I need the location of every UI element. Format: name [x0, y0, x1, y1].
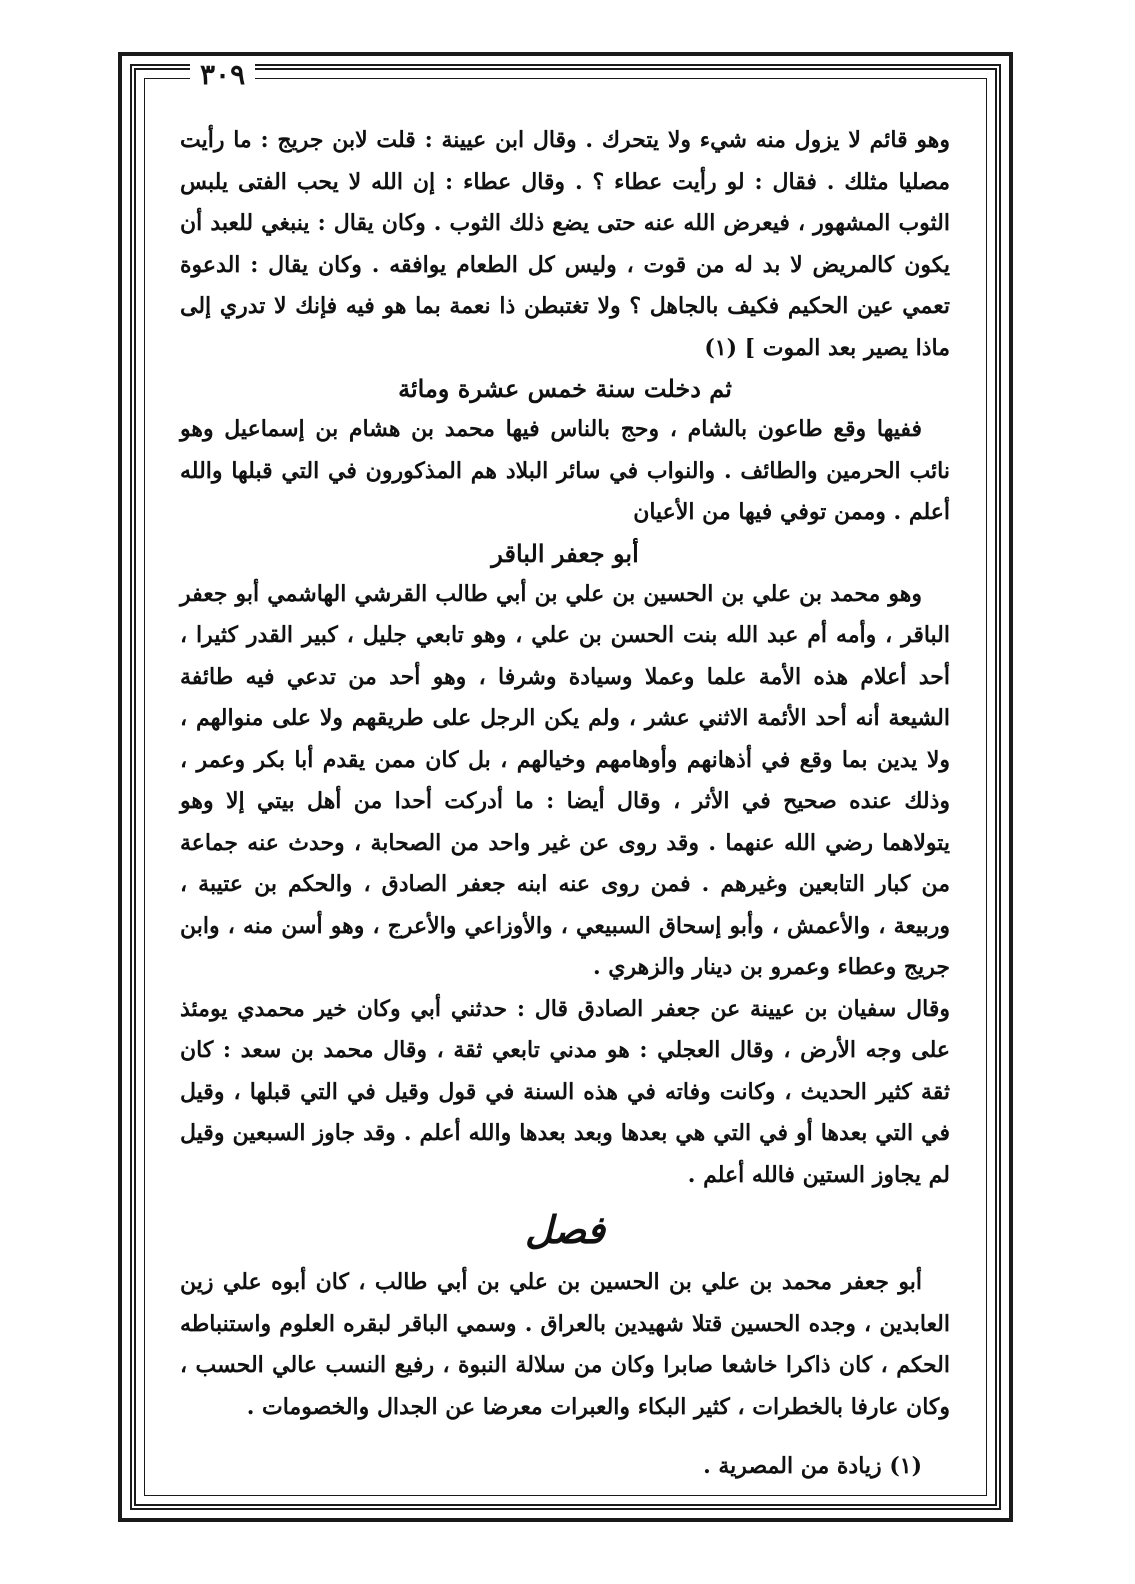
footnote: (١) زيادة من المصرية .: [703, 1453, 922, 1479]
paragraph: وقال سفيان بن عيينة عن جعفر الصادق قال : حدثني أبي وكان خير محمدي يومئذ على وجه الأرض ، وقال العجلي : هو مدني تابعي ثقة ، وقال محمد بن سعد : كان ثقة كثير الحديث ، وكانت وفاته في هذه السنة في قول وقيل في التي قبلها ، وقيل في التي بعدها أو في التي هي بعدها وبعد بعدها والله أعلم . وقد جاوز السبعين وقيل لم يجاوز الستين فالله أعلم .: [180, 995, 950, 1188]
section-heading-person: أبو جعفر الباقر: [491, 538, 639, 568]
paragraph: أبو جعفر محمد بن علي بن الحسين بن علي بن أبي طالب ، كان أبوه علي زين العابدين ، وجده الحسين قتلا شهيدين بالعراق . وسمي الباقر لبقره العلوم واستنباطه الحكم ، كان ذاكرا خاشعا صابرا وكان من سلالة النبوة ، رفيع النسب عالي الحسب ، وكان عارفا بالخطرات ، كثير البكاء والعبرات معرضا عن الجدال والخصومات .: [180, 1269, 950, 1420]
paragraph: ففيها وقع طاعون بالشام ، وحج بالناس فيها محمد بن هشام بن إسماعيل وهو نائب الحرمين والطائف . والنواب في سائر البلاد هم المذكورون في التي قبلها والله أعلم . وممن توفي فيها من الأعيان: [180, 416, 950, 525]
fasl-title: فصل: [525, 1207, 605, 1252]
page-content: [180, 120, 950, 1479]
section-heading-year: ثم دخلت سنة خمس عشرة ومائة: [398, 374, 732, 403]
page-number: ٣٠٩: [190, 58, 255, 91]
paragraph: وهو محمد بن علي بن الحسين بن علي بن أبي طالب القرشي الهاشمي أبو جعفر الباقر ، وأمه أم عبد الله بنت الحسن بن علي ، وهو تابعي جليل ، كبير القدر كثيرا ، أحد أعلام هذه الأمة علما وعملا وسيادة وشرفا ، وهو أحد من تدعي فيه طائفة الشيعة أنه أحد الأئمة الاثني عشر ، ولم يكن الرجل على طريقهم ولا على منوالهم ، ولا يدين بما وقع في أذهانهم وأوهامهم وخيالهم ، بل كان ممن يقدم أبا بكر وعمر ، وذلك عنده صحيح في الأثر ، وقال أيضا : ما أدركت أحدا من أهل بيتي إلا وهو يتولاهما رضي الله عنهما . وقد روى عن غير واحد من الصحابة ، وحدث عنه جماعة من كبار التابعين وغيرهم . فمن روى عنه ابنه جعفر الصادق ، والحكم بن عتيبة ، وربيعة ، والأعمش ، وأبو إسحاق السبيعي ، والأوزاعي والأعرج ، وهو أسن منه ، وابن جريج وعطاء وعمرو بن دينار والزهري .: [180, 580, 950, 980]
paragraph: وهو قائم لا يزول منه شيء ولا يتحرك . وقال ابن عيينة : قلت لابن جريج : ما رأيت مصليا مثلك . فقال : لو رأيت عطاء ؟ . وقال عطاء : إن الله لا يحب الفتى يلبس الثوب المشهور ، فيعرض الله عنه حتى يضع ذلك الثوب . وكان يقال : ينبغي للعبد أن يكون كالمريض لا بد له من قوت ، وليس كل الطعام يوافقه . وكان يقال : الدعوة تعمي عين الحكيم فكيف بالجاهل ؟ ولا تغتبطن ذا نعمة بما هو فيه فإنك لا تدري إلى ماذا يصير بعد الموت ] (١): [180, 127, 950, 361]
